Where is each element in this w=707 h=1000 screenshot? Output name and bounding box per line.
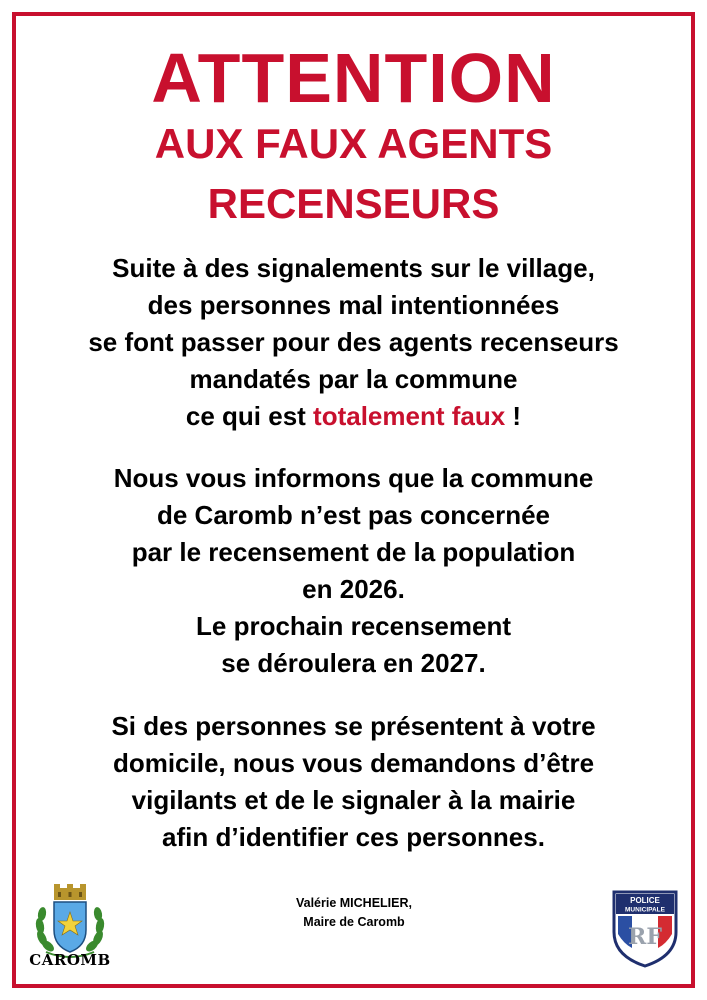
text-line: se font passer pour des agents recenseurs — [88, 327, 619, 357]
text-line: Le prochain recensement — [196, 611, 511, 641]
text-line: se déroulera en 2027. — [221, 648, 486, 678]
highlight-text: totalement faux — [313, 401, 506, 431]
town-name: CAROMB — [29, 951, 111, 969]
poster-title: ATTENTION — [151, 39, 556, 117]
text-fragment: ! — [505, 401, 522, 431]
mayor-title: Maire de Caromb — [303, 915, 405, 929]
text-line: des personnes mal intentionnées — [147, 290, 560, 320]
police-label-line1: POLICE — [630, 896, 660, 905]
paragraph-instructions — [20, 708, 687, 856]
text-line: domicile, nous vous demandons d’être — [112, 748, 595, 778]
mayor-name: Valérie MICHELIER, — [295, 896, 412, 910]
police-shield-icon — [610, 888, 680, 968]
police-label-line2: MUNICIPALE — [625, 906, 665, 914]
text-line: vigilants et de le signaler à la mairie — [131, 785, 576, 815]
text-line: mandatés par la commune — [189, 364, 518, 394]
text-line: de Caromb n’est pas concernée — [156, 500, 551, 530]
text-line: afin d’identifier ces personnes. — [162, 822, 545, 852]
paragraph-information — [20, 460, 687, 682]
text-line: par le recensement de la population — [131, 537, 576, 567]
police-monogram: RF — [628, 924, 662, 950]
text-line: en 2026. — [302, 574, 405, 604]
text-line — [20, 398, 687, 435]
mayor-signature — [254, 894, 454, 932]
poster-subtitle-line1: AUX FAUX AGENTS — [154, 120, 553, 167]
text-fragment: ce qui est — [185, 401, 314, 431]
paragraph-warning — [20, 250, 687, 435]
poster-subtitle-line2: RECENSEURS — [207, 180, 500, 227]
text-line: Si des personnes se présentent à votre — [111, 711, 596, 741]
text-line: Suite à des signalements sur le village, — [112, 253, 595, 283]
text-line: Nous vous informons que la commune — [113, 463, 594, 493]
